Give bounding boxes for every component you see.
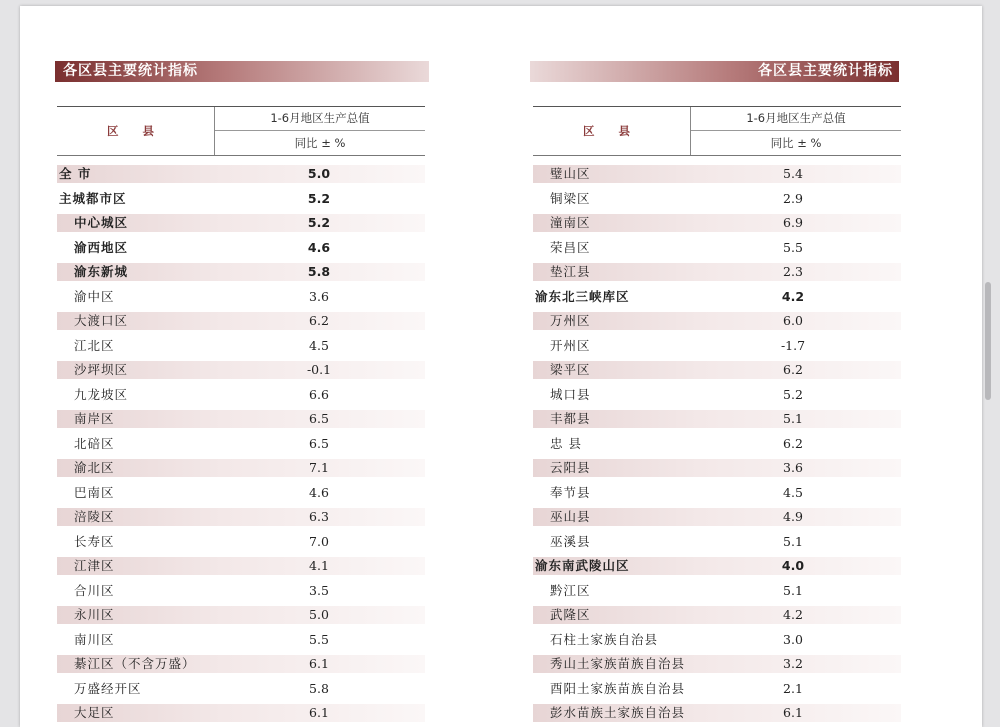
county-name: 南岸区	[74, 411, 115, 426]
table-row	[533, 554, 901, 579]
growth-value: 6.9	[783, 215, 803, 230]
table-row	[57, 603, 425, 628]
county-column-header: 区 县	[582, 124, 640, 138]
table-row	[533, 358, 901, 383]
growth-value: 5.1	[783, 411, 803, 426]
table-row	[57, 628, 425, 653]
growth-value: 2.9	[783, 190, 803, 206]
growth-value: 4.5	[309, 337, 329, 353]
growth-value: -0.1	[306, 362, 332, 377]
county-name: 城口县	[550, 386, 591, 402]
table-row	[533, 432, 901, 457]
table-row	[57, 358, 425, 383]
table-row	[57, 383, 425, 408]
county-name: 巫溪县	[550, 533, 591, 549]
county-column-header: 区 县	[106, 124, 164, 138]
county-name: 彭水苗族土家族自治县	[550, 705, 686, 720]
growth-value: 6.1	[309, 656, 329, 671]
yoy-subheader: 同比 ± %	[294, 136, 346, 150]
table-row	[533, 211, 901, 236]
yoy-subheader: 同比 ± %	[770, 136, 822, 150]
county-name: 武隆区	[550, 607, 591, 622]
county-name: 璧山区	[550, 166, 591, 181]
growth-value: 2.1	[783, 680, 803, 696]
county-name: 铜梁区	[550, 190, 591, 206]
table-row	[57, 334, 425, 359]
growth-value: 5.5	[309, 631, 329, 647]
county-name: 酉阳土家族苗族自治县	[550, 680, 686, 696]
left-section-banner: 各区县主要统计指标	[55, 61, 429, 82]
table-header	[533, 106, 901, 156]
county-name: 巴南区	[74, 484, 115, 500]
county-name: 长寿区	[74, 533, 115, 549]
table-row	[57, 211, 425, 236]
table-row	[533, 309, 901, 334]
county-name: 綦江区（不含万盛）	[74, 656, 196, 671]
table-row	[533, 530, 901, 555]
growth-value: 4.9	[783, 509, 803, 524]
county-name: 渝东新城	[74, 264, 129, 279]
county-name: 江津区	[74, 558, 115, 573]
table-body	[57, 162, 425, 726]
growth-value: 6.0	[783, 313, 803, 328]
table-row	[57, 505, 425, 530]
county-name: 渝西地区	[74, 239, 129, 255]
county-name: 大渡口区	[74, 313, 129, 328]
table-row	[533, 187, 901, 212]
growth-value: 7.1	[309, 460, 329, 475]
county-name: 主城都市区	[59, 190, 127, 206]
growth-value: 5.1	[783, 533, 803, 549]
table-row	[533, 236, 901, 261]
table-row	[57, 481, 425, 506]
growth-value: 6.5	[309, 435, 329, 451]
left-stats-table	[57, 106, 425, 726]
county-name: 梁平区	[550, 362, 591, 377]
row-shading	[533, 435, 901, 453]
county-name: 石柱土家族自治县	[550, 631, 659, 647]
table-row	[57, 309, 425, 334]
vertical-scrollbar[interactable]	[985, 282, 991, 400]
table-row	[57, 456, 425, 481]
county-name: 北碚区	[74, 435, 115, 451]
county-name: 大足区	[74, 705, 115, 720]
county-name: 开州区	[550, 337, 591, 353]
county-name: 永川区	[74, 607, 115, 622]
growth-value: 6.1	[783, 705, 803, 720]
table-row	[533, 162, 901, 187]
table-row	[57, 701, 425, 726]
growth-value: 5.0	[309, 607, 329, 622]
table-header	[57, 106, 425, 156]
table-row	[57, 236, 425, 261]
table-row	[533, 579, 901, 604]
table-row	[533, 652, 901, 677]
growth-value: 5.2	[307, 215, 331, 230]
growth-value: 3.6	[309, 288, 329, 304]
table-row	[57, 432, 425, 457]
growth-value: 4.0	[781, 558, 805, 573]
growth-value: 4.2	[783, 607, 803, 622]
county-name: 九龙坡区	[74, 386, 129, 402]
growth-value: 2.3	[783, 264, 803, 279]
county-name: 中心城区	[74, 215, 129, 230]
table-row	[533, 334, 901, 359]
county-name: 涪陵区	[74, 509, 115, 524]
growth-value: 5.8	[307, 264, 331, 279]
growth-value: 5.4	[783, 166, 803, 181]
growth-value: 6.2	[783, 362, 803, 377]
growth-value: 3.0	[783, 631, 803, 647]
county-name: 荣昌区	[550, 239, 591, 255]
county-name: 潼南区	[550, 215, 591, 230]
county-name: 渝东北三峡库区	[535, 288, 630, 304]
county-name: 云阳县	[550, 460, 591, 475]
row-shading	[57, 165, 425, 183]
growth-value: 5.0	[307, 166, 331, 181]
growth-value: 6.2	[309, 313, 329, 328]
growth-value: 3.2	[783, 656, 803, 671]
growth-value: 3.5	[309, 582, 329, 598]
county-name: 万盛经开区	[74, 680, 142, 696]
county-name: 巫山县	[550, 509, 591, 524]
growth-value: 6.3	[309, 509, 329, 524]
table-row	[533, 383, 901, 408]
table-row	[57, 260, 425, 285]
growth-value: 4.6	[307, 239, 331, 255]
right-stats-table	[533, 106, 901, 726]
table-row	[57, 187, 425, 212]
county-name: 渝东南武陵山区	[535, 558, 630, 573]
right-section-banner: 各区县主要统计指标	[530, 61, 899, 82]
growth-value: 7.0	[309, 533, 329, 549]
table-row	[533, 505, 901, 530]
county-name: 秀山土家族苗族自治县	[550, 656, 686, 671]
growth-value: 5.8	[309, 680, 329, 696]
table-row	[533, 603, 901, 628]
growth-value: 5.1	[783, 582, 803, 598]
table-row	[533, 701, 901, 726]
table-row	[533, 285, 901, 310]
table-row	[57, 285, 425, 310]
growth-value: 3.6	[783, 460, 803, 475]
gdp-column-header: 1-6月地区生产总值	[691, 107, 901, 131]
table-row	[533, 456, 901, 481]
growth-value: 5.2	[783, 386, 803, 402]
table-row	[533, 260, 901, 285]
county-name: 沙坪坝区	[74, 362, 129, 377]
growth-value: 4.5	[783, 484, 803, 500]
table-body	[533, 162, 901, 726]
county-name: 渝中区	[74, 288, 115, 304]
table-row	[57, 407, 425, 432]
table-row	[57, 162, 425, 187]
table-row	[57, 530, 425, 555]
county-name: 忠 县	[550, 435, 582, 451]
county-name: 合川区	[74, 582, 115, 598]
growth-value: 4.6	[309, 484, 329, 500]
county-name: 万州区	[550, 313, 591, 328]
county-name: 江北区	[74, 337, 115, 353]
table-row	[57, 579, 425, 604]
table-row	[57, 554, 425, 579]
growth-value: -1.7	[780, 337, 806, 353]
growth-value: 6.6	[309, 386, 329, 402]
growth-value: 5.2	[307, 190, 331, 206]
county-name: 南川区	[74, 631, 115, 647]
county-name: 丰都县	[550, 411, 591, 426]
county-name: 奉节县	[550, 484, 591, 500]
table-row	[533, 677, 901, 702]
growth-value: 5.5	[783, 239, 803, 255]
county-name: 垫江县	[550, 264, 591, 279]
growth-value: 4.1	[309, 558, 329, 573]
county-name: 渝北区	[74, 460, 115, 475]
county-name: 全 市	[59, 166, 92, 181]
growth-value: 6.5	[309, 411, 329, 426]
table-row	[57, 652, 425, 677]
growth-value: 4.2	[781, 288, 805, 304]
table-row	[57, 677, 425, 702]
growth-value: 6.1	[309, 705, 329, 720]
table-row	[533, 481, 901, 506]
county-name: 黔江区	[550, 582, 591, 598]
table-row	[533, 628, 901, 653]
gdp-column-header: 1-6月地区生产总值	[215, 107, 425, 131]
table-row	[533, 407, 901, 432]
growth-value: 6.2	[783, 435, 803, 451]
